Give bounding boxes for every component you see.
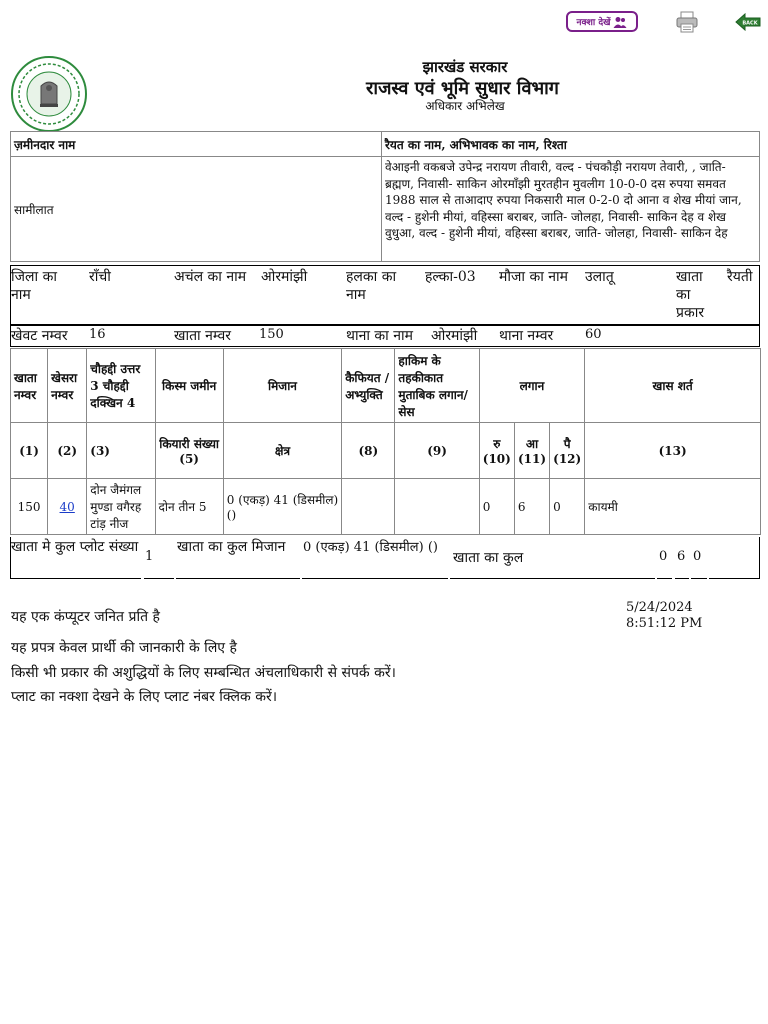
department-title: राजस्व एवं भूमि सुधार विभाग: [366, 78, 559, 99]
row-kaifiyat: [342, 479, 395, 535]
location-row: [10, 265, 760, 325]
underline: [11, 578, 141, 579]
owner-table: [10, 131, 760, 262]
row-pai: 0: [550, 479, 585, 535]
mauja-label: मौजा का नाम: [499, 269, 569, 285]
halka-value: हल्का-03: [425, 269, 476, 285]
num-2: (2): [48, 423, 87, 479]
aa-header: [514, 423, 549, 479]
government-title: झारखंड सरकार: [422, 58, 508, 76]
row-hakim: [395, 479, 479, 535]
khewat-value: 16: [89, 327, 106, 342]
people-icon: [613, 16, 627, 28]
col-kaifiyat-header: कैफियत / अभ्युक्ति: [342, 349, 395, 423]
back-button[interactable]: [735, 13, 761, 31]
contact-note: किसी भी प्रकार की अशुद्धियों के लिए सम्बन्धित अंचलाधिकारी से संपर्क करें।: [11, 665, 396, 681]
total-pai: 0: [693, 549, 702, 564]
raiyat-details: वेआइनी वकबजे उपेन्द्र नरायण तीवारी, वल्द - पंचकौड़ी नरायण तेवारी, , जाति- ब्रह्मण, निवासी- साकिन ओरमाँझी मुरतहीन मुवलीग 10-0-0 दस रुपया समवत 1988 साल से ताआदाए रुपया निकसारी माल 0-2-0 दो आना व शेख मीयां जान, वल्द - हुशेनी मीयां, वहिस्सा बराबर, जाति- जोलहा, निवासी- साकिन देह व शेख वुधुआ, वल्द - हुशेनी मीयां, वहिस्सा बराबर, जाति- जोलहा, निवासी- साकिन देह: [382, 157, 760, 262]
kiyari-header: [155, 423, 223, 479]
total-plots-label: खाता मे कुल प्लोट संख्या: [11, 539, 139, 555]
khewat-label: खेवट नम्वर: [11, 328, 68, 344]
back-label: BACK: [742, 20, 758, 27]
num-13: (13): [585, 423, 761, 479]
pai-label: पै: [563, 437, 571, 451]
thana-name-label: थाना का नाम: [346, 328, 414, 344]
aa-label: आ: [525, 437, 539, 451]
underline: [691, 578, 707, 579]
col-chauhaddi-header: चौहद्दी उत्तर 3 चौहद्दी दक्खिन 4: [87, 349, 155, 423]
row-khesra-cell: [48, 479, 87, 535]
jharkhand-emblem-logo: [11, 56, 87, 132]
map-click-note: प्लाट का नक्शा देखने के लिए प्लाट नंबर क्लिक करें।: [11, 689, 278, 705]
kshetra-header: क्षेत्र: [223, 423, 341, 479]
info-note: यह प्रपत्र केवल प्रार्थी की जानकारी के लिए है: [11, 640, 237, 656]
underline: [675, 578, 689, 579]
col-khesra-header: खेसरा नम्वर: [48, 349, 87, 423]
zamindar-name: सामीलात: [11, 157, 382, 262]
anchal-value: ओरमांझी: [261, 269, 308, 285]
total-aa: 6: [677, 549, 686, 564]
underline: [302, 578, 448, 579]
district-value: राँची: [89, 269, 111, 285]
thana-no-label: थाना नम्वर: [499, 328, 554, 344]
timestamp: 5/24/2024 8:51:12 PM: [626, 600, 703, 631]
total-lagan-label: खाता का कुल: [453, 550, 524, 566]
num-12: (12): [553, 452, 582, 466]
underline: [709, 578, 759, 579]
num-9: (9): [395, 423, 479, 479]
row-aa: 6: [514, 479, 549, 535]
row-kism: दोन तीन 5: [155, 479, 223, 535]
row-ru: 0: [479, 479, 514, 535]
khata-no-value: 150: [259, 327, 284, 342]
plot-table: [10, 348, 761, 535]
khata-no-label: खाता नम्वर: [174, 328, 231, 344]
row-khata: 150: [11, 479, 48, 535]
underline: [176, 578, 300, 579]
record-title: अधिकार अभिलेख: [425, 99, 505, 113]
underline: [144, 578, 174, 579]
num-10: (10): [482, 452, 511, 466]
raiyat-header: रैयत का नाम, अभिभावक का नाम, रिश्ता: [382, 132, 760, 157]
underline: [657, 578, 672, 579]
col-mijan-header: मिजान: [223, 349, 341, 423]
row-khas: कायमी: [585, 479, 761, 535]
total-mijan-label: खाता का कुल मिजान: [177, 539, 286, 555]
zamindar-header: ज़मीनदार नाम: [11, 132, 382, 157]
computer-generated-note: यह एक कंप्यूटर जनित प्रति है: [11, 609, 160, 625]
thana-no-value: 60: [585, 327, 602, 342]
num-1: (1): [11, 423, 48, 479]
num-8: (8): [342, 423, 395, 479]
view-map-label: नक्शा देखें: [576, 18, 611, 28]
pai-header: [550, 423, 585, 479]
plot-number-link[interactable]: 40: [59, 499, 75, 514]
khewat-row: [10, 325, 760, 347]
view-map-button[interactable]: [566, 11, 638, 32]
mauja-value: उलातू: [585, 269, 614, 285]
col-hakim-header: हाकिम के तहकीकात मुताबिक लगान/सेस: [395, 349, 479, 423]
row-chauhaddi: दोन जैमंगल मुण्डा वगैरह टांड़ नीज: [87, 479, 155, 535]
khata-type-value: रैयती: [727, 269, 753, 285]
table-row: [11, 479, 761, 535]
kiyari-label: कियारी संख्या: [159, 437, 220, 451]
district-label: जिला का नाम: [11, 269, 57, 303]
col-lagan-header: लगान: [479, 349, 585, 423]
ru-label: रु: [493, 437, 501, 451]
col-khata-header: खाता नम्वर: [11, 349, 48, 423]
printer-icon[interactable]: [676, 11, 698, 33]
col-kism-header: किस्म जमीन: [155, 349, 223, 423]
khata-type-label: खाता का प्रकार: [676, 269, 705, 321]
num-5: (5): [179, 452, 199, 466]
num-11: (11): [517, 452, 547, 466]
ru-header: [479, 423, 514, 479]
total-ru: 0: [659, 549, 668, 564]
halka-label: हलका का नाम: [346, 269, 397, 303]
total-plots-value: 1: [145, 549, 154, 564]
thana-name-value: ओरमांझी: [431, 328, 478, 344]
totals-row: [10, 537, 760, 579]
col-khas-header: खास शर्त: [585, 349, 761, 423]
num-3: (3): [87, 423, 155, 479]
underline: [450, 578, 655, 579]
total-mijan-value: 0 (एकड़) 41 (डिसमील) (): [303, 540, 438, 555]
row-mijan: 0 (एकड़) 41 (डिसमील) (): [223, 479, 341, 535]
anchal-label: अचंल का नाम: [174, 269, 247, 285]
